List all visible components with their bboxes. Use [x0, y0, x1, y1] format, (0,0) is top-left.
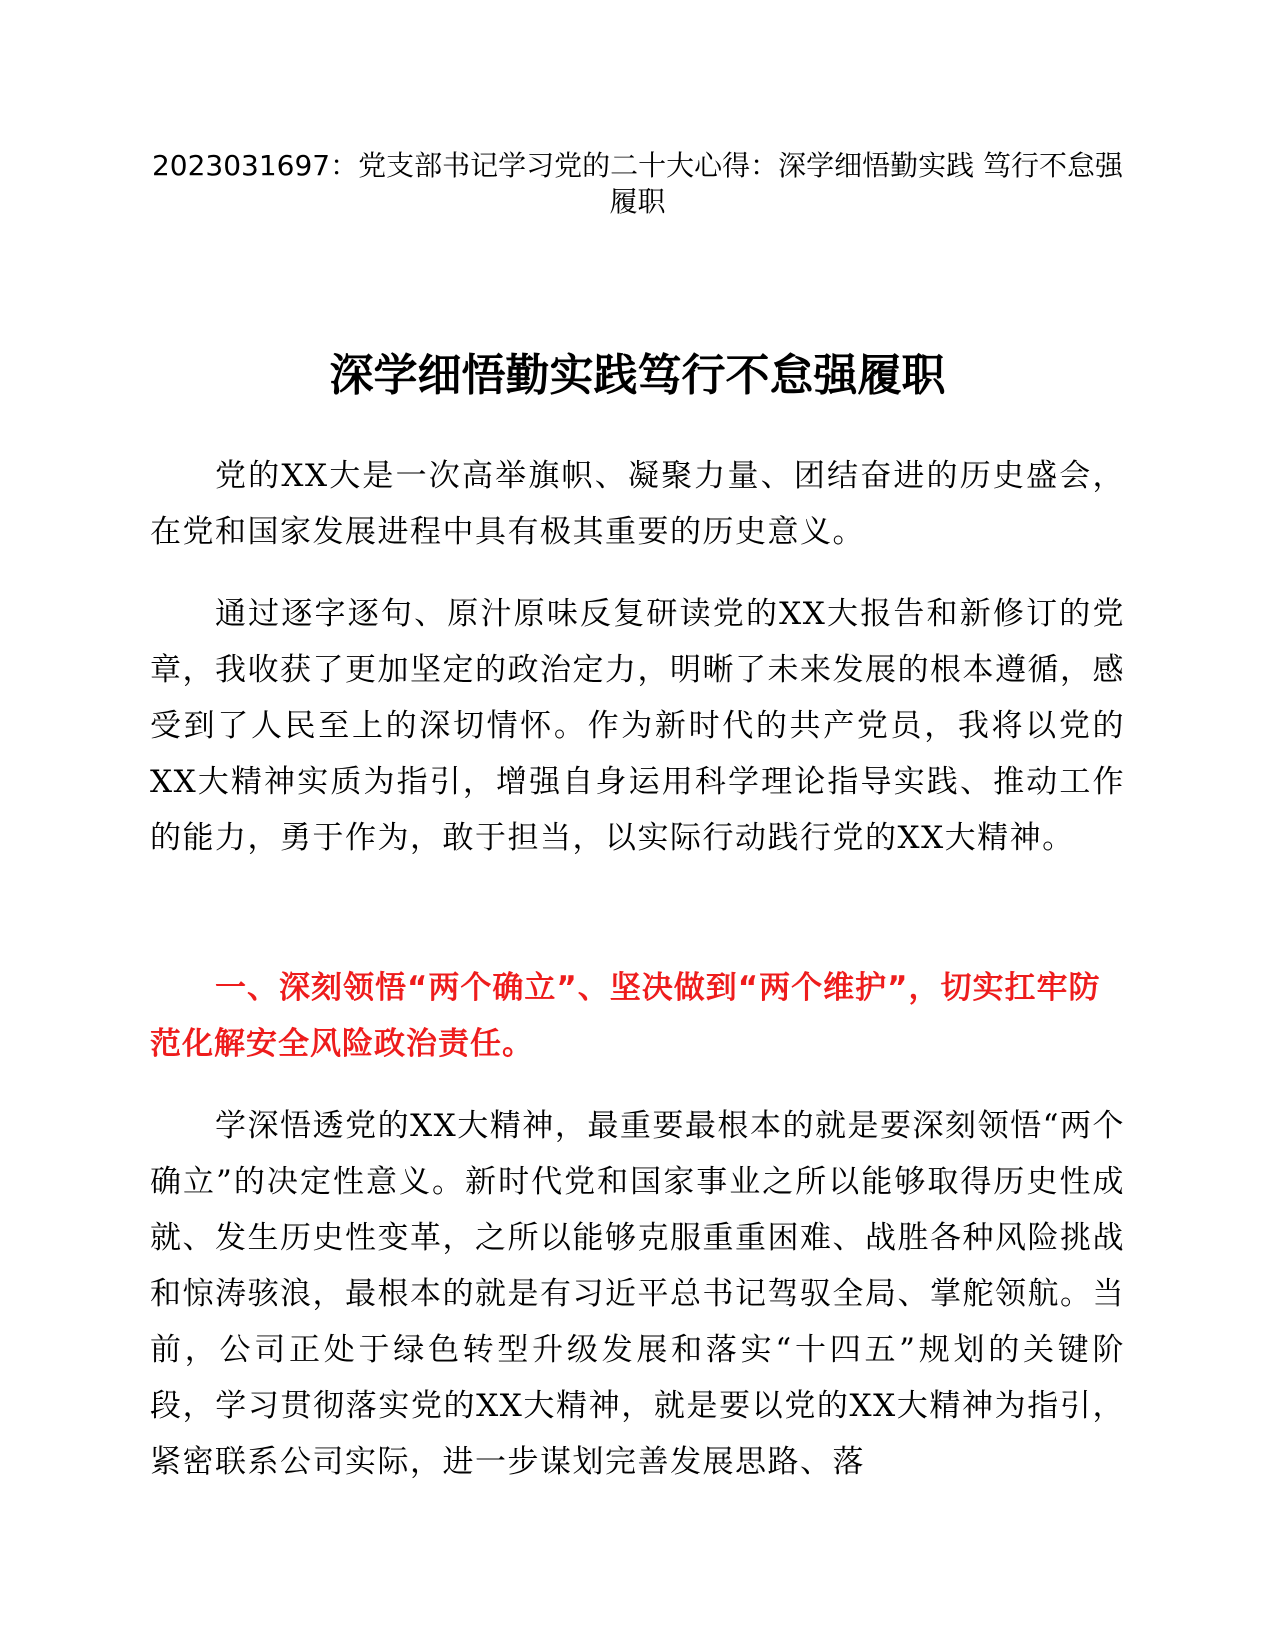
article-title: 深学细悟勤实践笃行不怠强履职 [329, 350, 946, 401]
document-header-title: 2023031697：党支部书记学习党的二十大心得：深学细悟勤实践 笃行不怠强履职 [151, 149, 1124, 218]
paragraph-intro: 党的XX大是一次高举旗帜、凝聚力量、团结奋进的历史盛会，在党和国家发展进程中具有极其重要的历史意义。 [150, 458, 1125, 550]
paragraph-study: 通过逐字逐句、原汁原味反复研读党的XX大报告和新修订的党章，我收获了更加坚定的政治定力，明晰了未来发展的根本遵循，感受到了人民至上的深切情怀。作为新时代的共产党员，我将以党的XX大精神实质为指引，增强自身运用科学理论指导实践、推动工作的能力，勇于作为，敢于担当，以实际行动践行党的XX大精神。 [150, 596, 1125, 856]
paragraph-section-1: 学深悟透党的XX大精神，最重要最根本的就是要深刻领悟“两个确立”的决定性意义。新时代党和国家事业之所以能够取得历史性成就、发生历史性变革，之所以能够克服重重困难、战胜各种风险挑战和惊涛骇浪，最根本的就是有习近平总书记驾驭全局、掌舵领航。当前，公司正处于绿色转型升级发展和落实“十四五”规划的关键阶段，学习贯彻落实党的XX大精神，就是要以党的XX大精神为指引，紧密联系公司实际，进一步谋划完善发展思路、落 [150, 1108, 1125, 1480]
section-heading-1: 一、深刻领悟“两个确立”、坚决做到“两个维护”，切实扛牢防范化解安全风险政治责任。 [150, 970, 1101, 1062]
